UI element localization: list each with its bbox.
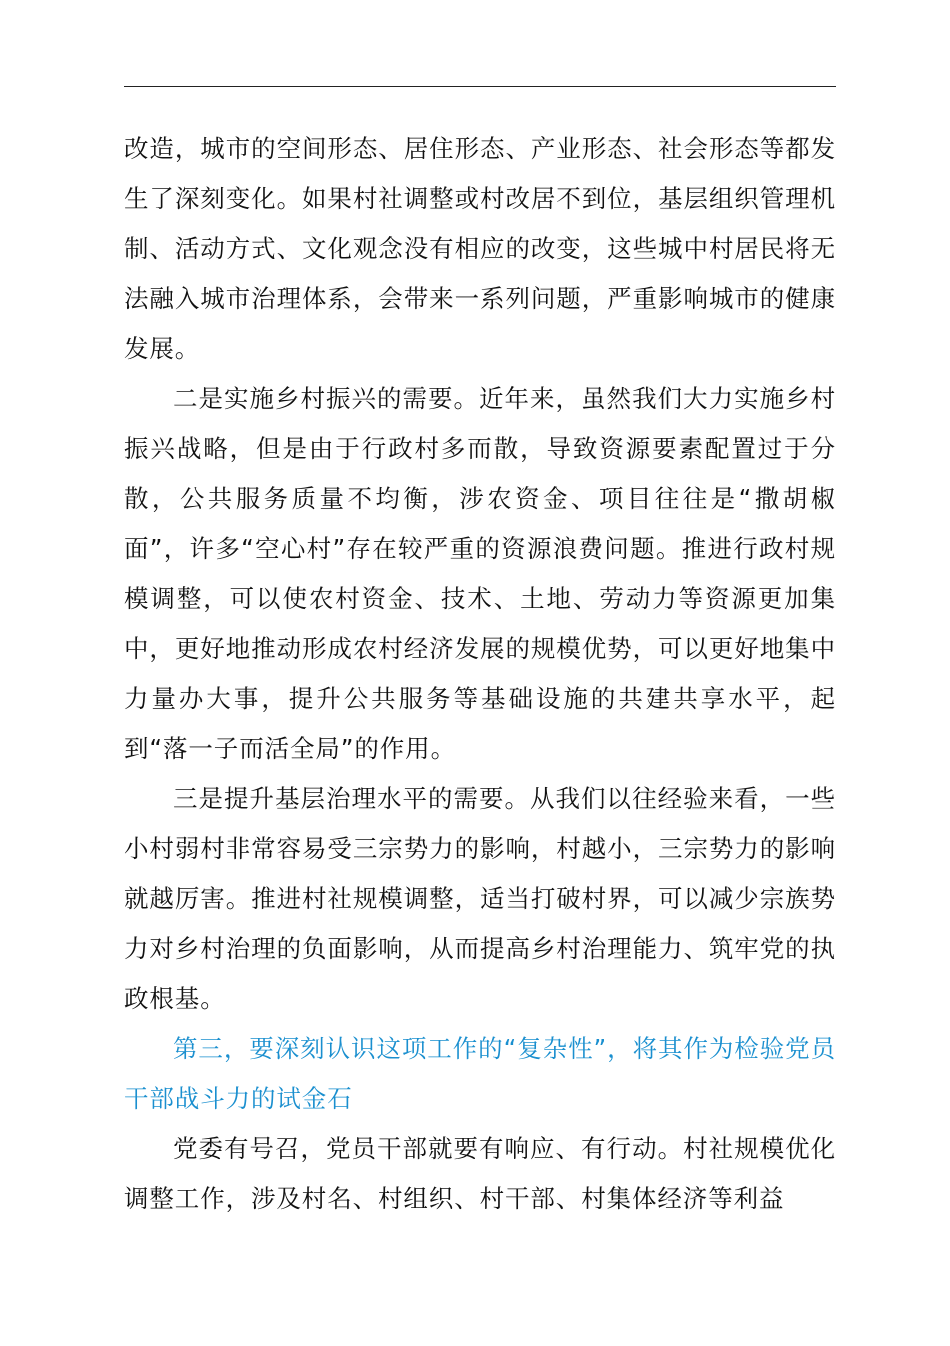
paragraph-rural-revitalization: 二是实施乡村振兴的需要。近年来，虽然我们大力实施乡村振兴战略，但是由于行政村多而散，导致资源要素配置过于分散，公共服务质量不均衡，涉农资金、项目往往是“撒胡椒面”，许多“空心村”存在较严重的资源浪费问题。推进行政村规模调整，可以使农村资金、技术、土地、劳动力等资源更加集中，更好地推动形成农村经济发展的规模优势，可以更好地集中力量办大事，提升公共服务等基础设施的共建共享水平，起到“落一子而活全局”的作用。 — [124, 384, 836, 763]
paragraph-city-transformation: 改造，城市的空间形态、居住形态、产业形态、社会形态等都发生了深刻变化。如果村社调整或村改居不到位，基层组织管理机制、活动方式、文化观念没有相应的改变，这些城中村居民将无法融入城市治理体系，会带来一系列问题，严重影响城市的健康发展。 — [124, 134, 836, 363]
document-body — [124, 124, 836, 1224]
section-heading-complexity: 第三，要深刻认识这项工作的“复杂性”，将其作为检验党员干部战斗力的试金石 — [124, 1034, 836, 1113]
paragraph-party-response: 党委有号召，党员干部就要有响应、有行动。村社规模优化调整工作，涉及村名、村组织、村干部、村集体经济等利益 — [124, 1134, 836, 1213]
paragraph-grassroots-governance: 三是提升基层治理水平的需要。从我们以往经验来看，一些小村弱村非常容易受三宗势力的影响，村越小，三宗势力的影响就越厉害。推进村社规模调整，适当打破村界，可以减少宗族势力对乡村治理的负面影响，从而提高乡村治理能力、筑牢党的执政根基。 — [124, 784, 836, 1013]
header-rule — [124, 86, 836, 87]
